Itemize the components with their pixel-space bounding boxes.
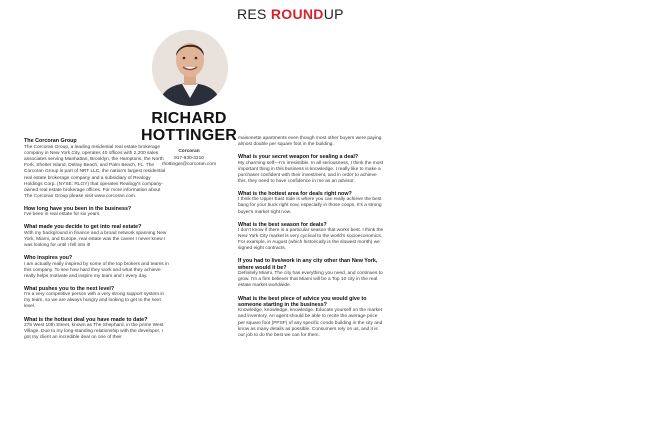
qa-question: What is your secret weapon for sealing a deal? (238, 154, 359, 161)
agent-phone: 917-930-4210 (174, 155, 204, 161)
qa-question: What is the hottest deal you have made to date? (24, 316, 148, 323)
qa-question: What pushes you to the next level? (24, 285, 115, 292)
qa-answer: I'm a very competitive person with a very strong support system in my team, so we are always hungry and looking to get to the next level. (24, 292, 165, 310)
agent-email: rhottinger@corcoran.com (161, 162, 217, 168)
header-highlight: ROUND (270, 6, 324, 22)
qa-item (24, 286, 169, 311)
qa-item (238, 296, 385, 339)
qa-question: What made you decide to get into real estate? (24, 224, 142, 231)
qa-answer: 275 West 10th Street, known as The Shephard, in the prime West Village. Due to my long-standing relationship with the developer, I got my client an incredible deal on one of their (24, 322, 164, 341)
qa-item (238, 154, 385, 185)
header-prefix: RES (237, 6, 271, 22)
qa-question: What is the hottest area for deals right now? (238, 190, 352, 197)
headshot-illustration (152, 30, 228, 106)
agent-last-name: HOTTINGER (140, 127, 238, 144)
qa-answer: With my background in finance and a broad network spanning New York, Miami, and Europe, real estate was the career I never knew I was looking for until I fell into it! (24, 230, 167, 249)
section-header (237, 6, 344, 22)
left-column (24, 138, 169, 341)
continued-answer: maisonette apartments even though most other buyers were paying almost double per square foot in the building. (238, 136, 382, 148)
qa-item (24, 206, 169, 219)
qa-item (238, 222, 385, 253)
qa-question: How long have you been in the business? (24, 205, 132, 212)
qa-question: What is the best season for deals? (238, 221, 327, 228)
qa-answer: I am actually really inspired by some of the top brokers and teams in this company. To see how hard they work and what they achieve really helps motivate and inspire my team and I every day. (24, 261, 169, 279)
company-intro (24, 138, 169, 200)
headshot-photo (152, 30, 228, 106)
qa-item (24, 317, 169, 342)
intro-text: The Corcoran Group, a leading residential real estate brokerage company in New York City, operates 40 offices with 2,200 sales associates serving Manhattan, Brooklyn, the Hamptons, the North Fork, Shelter Island, Delray Beach, and Palm Beach, FL. The Corcoran Group is part of NRT LLC, the nation's largest residential real estate brokerage company and a subsidiary of Realogy Holdings Corp. (NYSE: RLGY) that operates Realogy's company-owned real estate brokerage offices. For more information about The Corcoran Group please visit www.corcoran.com. (24, 145, 166, 199)
agent-first-name: RICHARD (151, 110, 227, 127)
qa-item (238, 258, 385, 289)
qa-question: Who inspires you? (24, 255, 73, 262)
qa-answer: Knowledge, knowledge, knowledge. Educate yourself on the market and inventory. An agent should be able to recite the average price per square foot (PPSF) of any specific condo building in the city and know as many details as possible. Consumers rely on us, and it is our job to do the best we can for them. (238, 308, 383, 338)
qa-answer: I've been in real estate for six years. (24, 212, 101, 218)
intro-title: The Corcoran Group (24, 138, 77, 144)
right-column (238, 136, 385, 339)
qa-answer: I don't know if there is a particular season that works best. I think the New York City market is very cyclical to the world's socioeconomics. For example, in August (which historically is the slowest month) we signed eight contracts. (238, 228, 384, 252)
qa-answer: Definitely Miami. The city has everything you need, and continues to grow. I'm a firm believer that Miami will be a Top 10 city in the real estate market worldwide. (238, 271, 383, 289)
agent-company: Corcoran (178, 149, 200, 154)
qa-question: What is the best piece of advice you would give to someone starting in the business? (238, 295, 367, 308)
qa-item (238, 191, 385, 216)
header-suffix: UP (323, 6, 344, 22)
qa-item (24, 255, 169, 280)
qa-answer: I think the Upper East Side is where you can really achieve the best bang for your buck right now, especially in those coops. It's a strong buyer's market right now. (238, 197, 382, 215)
qa-question: If you had to live/work in any city other than New York, where would it be? (238, 258, 378, 271)
qa-answer: My charming self—I'm irresistible. In all seriousness, I think the most important thing in this business is knowledge. I really like to make a purchaser confident with their investment, and in order to achieve this, they need to have confidence in me as an advisor. (238, 160, 384, 184)
qa-item (24, 224, 169, 249)
